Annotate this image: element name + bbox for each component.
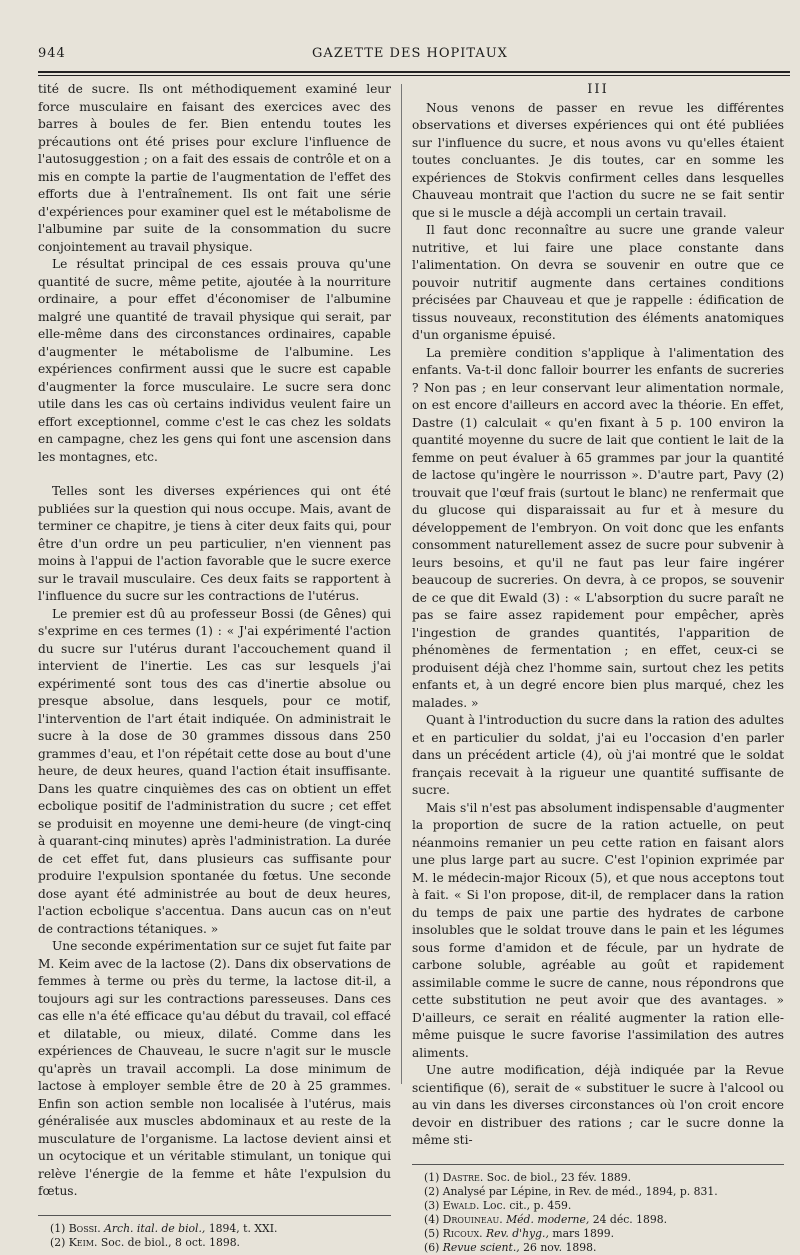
paragraph: Mais s'il n'est pas absolument indispensable d'augmenter la proportion de sucre de la ration actuelle, on peut néanmoins remanier un peu cette ration en faisant alors une plus large part au sucre. C'est l'opinion exprimée par M. le médecin-major Ricoux (5), et que nous acceptons tout à fait. « Si l'on propose, dit-il, de remplacer dans la ration du temps de paix une partie des hydrates de carbone insolubles que le soldat trouve dans le pain et les légumes sous forme d'amidon et de fécule, par un hydrate de carbone soluble, agréable au goût et rapidement assimilable comme le sucre de canne, nous répondrons que cette substitution ne peut avoir que des avantages. » D'ailleurs, ce serait en réalité augmenter la ration elle-même puisque le sucre favorise l'assimilation des autres aliments. — [412, 800, 784, 1060]
paragraph: Quant à l'introduction du sucre dans la ration des adultes et en particulier du soldat, j'ai eu l'occasion d'en parler dans un précédent article (4), où j'ai montré que le soldat français recevait à la rigueur une quantité suffisante de sucre. — [412, 713, 784, 797]
footnote: (5) Ricoux. Rev. d'hyg., mars 1899. — [424, 1226, 615, 1240]
header-rule-thick — [38, 71, 790, 73]
footnote: (4) Drouineau. Méd. moderne, 24 déc. 1898. — [424, 1212, 668, 1226]
right-column — [412, 81, 784, 1255]
left-column — [38, 81, 391, 1250]
footnote-rule — [412, 1164, 784, 1165]
paragraph: Nous venons de passer en revue les différentes observations et diverses expériences qui ont été publiées sur l'influence du sucre, et nous avons vu qu'elles étaient toutes concluantes. Je dis toutes, car en somme les expériences de Stokvis confirment celles dans lesquelles Chauveau montrait que l'action du sucre ne se fait sentir que si le muscle a déjà accompli un certain travail. — [412, 100, 784, 220]
footnote: (1) Bossi. Arch. ital. de biol., 1894, t. XXI. — [50, 1221, 278, 1235]
paragraph: Le premier est dû au professeur Bossi (de Gênes) qui s'exprime en ces termes (1) : « J'ai expérimenté l'action du sucre sur l'utérus durant l'accouchement quand il intervient de l'inertie. Les cas sur lesquels j'ai expérimenté sont tous des cas d'inertie absolue ou presque absolue, dans lesquels, pour ce motif, l'intervention de l'art était indiquée. On administrait le sucre à la dose de 30 grammes dissous dans 250 grammes d'eau, et l'on répétait cette dose au bout d'une heure, de deux heures, quand l'action était insuffisante. Dans les quatre cinquièmes des cas on obtient un effet ecbolique positif de l'administration du sucre ; cet effet se produisit en moyenne une demi-heure (de vingt-cinq à quarant-cinq minutes) après l'administration. La durée de cet effet fut, dans plusieurs cas suffisante pour produire l'expulsion spontanée du fœtus. Une seconde dose ayant été administrée au bout de deux heures, l'action ecbolique s'accentua. Dans aucun cas on n'eut de contractions tétaniques. » — [38, 606, 391, 936]
paragraph: Une autre modification, déjà indiquée par la Revue scientifique (6), serait de « substituer le sucre à l'alcool ou au vin dans les diverses circonstances où l'on croit encore devoir en distribuer des rations ; car le sucre donne la même sti- — [412, 1063, 784, 1147]
paragraph: Il faut donc reconnaître au sucre une grande valeur nutritive, et lui faire une place constante dans l'alimentation. On devra se souvenir en outre que ce pouvoir nutritif augmente dans certaines conditions précisées par Chauveau et que je rappelle : édification de tissus nouveaux, reconstitution des éléments anatomiques d'un organisme épuisé. — [412, 223, 784, 342]
header-rule-thin — [38, 75, 790, 76]
page-number: 944 — [38, 46, 66, 61]
footnote: (1) Dastre. Soc. de biol., 23 fév. 1889. — [424, 1170, 632, 1184]
column-divider — [401, 84, 402, 1084]
footnote: (2) Keim. Soc. de biol., 8 oct. 1898. — [50, 1235, 240, 1249]
paragraph: Une seconde expérimentation sur ce sujet fut faite par M. Keim avec de la lactose (2). Dans dix observations de femmes à terme ou près du terme, la lactose dit-il, a toujours agi sur les contractions paresseuses. Dans ces cas elle n'a été efficace qu'au début du travail, col effacé et dilatable, ou mieux, dilaté. Comme dans les expériences de Chauveau, le sucre n'agit sur le muscle qu'après un travail accompli. La dose minimum de lactose à employer semble être de 20 à 25 grammes. Enfin son action semble non localisée à l'utérus, mais généralisée aux muscles abdominaux et au reste de la musculature de l'organisme. La lactose devient ainsi et un ocytocique et un véritable stimulant, un tonique qui relève l'énergie de la femme et hâte l'expulsion du fœtus. — [38, 939, 391, 1198]
paragraph: tité de sucre. Ils ont méthodiquement examiné leur force musculaire en faisant des exercices avec des barres à boules de fer. Bien entendu toutes les précautions ont été prises pour exclure l'influence de l'autosuggestion ; on a fait des essais de contrôle et on a mis en compte la partie de l'augmentation de l'effet des efforts due à l'entraînement. Ils ont fait une série d'expériences pour examiner quel est le métabolisme de l'albumine par suite de la consommation du sucre conjointement au travail physique. — [38, 82, 391, 254]
footnote: (6) Revue scient., 26 nov. 1898. — [424, 1240, 597, 1254]
footnote: (3) Ewald. Loc. cit., p. 459. — [424, 1198, 572, 1212]
page-header — [38, 46, 782, 66]
journal-title: GAZETTE DES HOPITAUX — [312, 46, 508, 61]
section-heading: III — [587, 82, 609, 97]
paragraph: La première condition s'applique à l'alimentation des enfants. Va-t-il donc falloir bourrer les enfants de sucreries ? Non pas ; en leur conservant leur alimentation normale, on est encore d'ailleurs en accord avec la théorie. En effet, Dastre (1) calculait « qu'en fixant à 5 p. 100 environ la quantité moyenne du sucre de lait que contient le lait de la femme on peut évaluer à 65 grammes par jour la quantité de lactose qu'ingère le nourrisson ». D'autre part, Pavy (2) trouvait que l'œuf frais (surtout le blanc) ne renfermait que du glucose qui disparaissait au fur et à mesure du développement de l'embryon. On voit donc que les enfants consomment naturellement assez de sucre pour subvenir à leurs besoins, et qu'il ne faut pas leur faire ingérer beaucoup de sucreries. On devra, à ce propos, se souvenir de ce que dit Ewald (3) : « L'absorption du sucre paraît ne pas se faire assez rapidement pour empêcher, après l'ingestion de grandes quantités, l'apparition de phénomènes de fermentation ; en effet, ceux-ci se produisent déjà chez l'homme sain, surtout chez les petits enfants et, à un degré encore bien plus marqué, chez les malades. » — [412, 345, 784, 710]
paragraph: Le résultat principal de ces essais prouva qu'une quantité de sucre, même petite, ajoutée à la nourriture ordinaire, a pour effet d'économiser de l'albumine malgré une quantité de travail physique qui serait, par elle-même dans des circonstances ordinaires, capable d'augmenter le métabolisme de l'albumine. Les expériences confirment aussi que le sucre est capable d'augmenter la force musculaire. Le sucre sera donc utile dans les cas où certains individus veulent faire un effort exceptionnel, comme c'est le cas chez les soldats en campagne, chez les gens qui font une ascension dans les montagnes, etc. — [38, 257, 391, 464]
footnote: (2) Analysé par Lépine, in Rev. de méd., 1894, p. 831. — [424, 1184, 718, 1198]
paragraph: Telles sont les diverses expériences qui ont été publiées sur la question qui nous occupe. Mais, avant de terminer ce chapitre, je tiens à citer deux faits qui, pour être d'un ordre un peu particulier, n'en viennent pas moins à l'appui de l'action favorable que le sucre exerce sur le travail musculaire. Ces deux faits se rapportent à l'influence du sucre sur les contractions de l'utérus. — [38, 484, 391, 603]
footnote-rule — [38, 1215, 391, 1216]
